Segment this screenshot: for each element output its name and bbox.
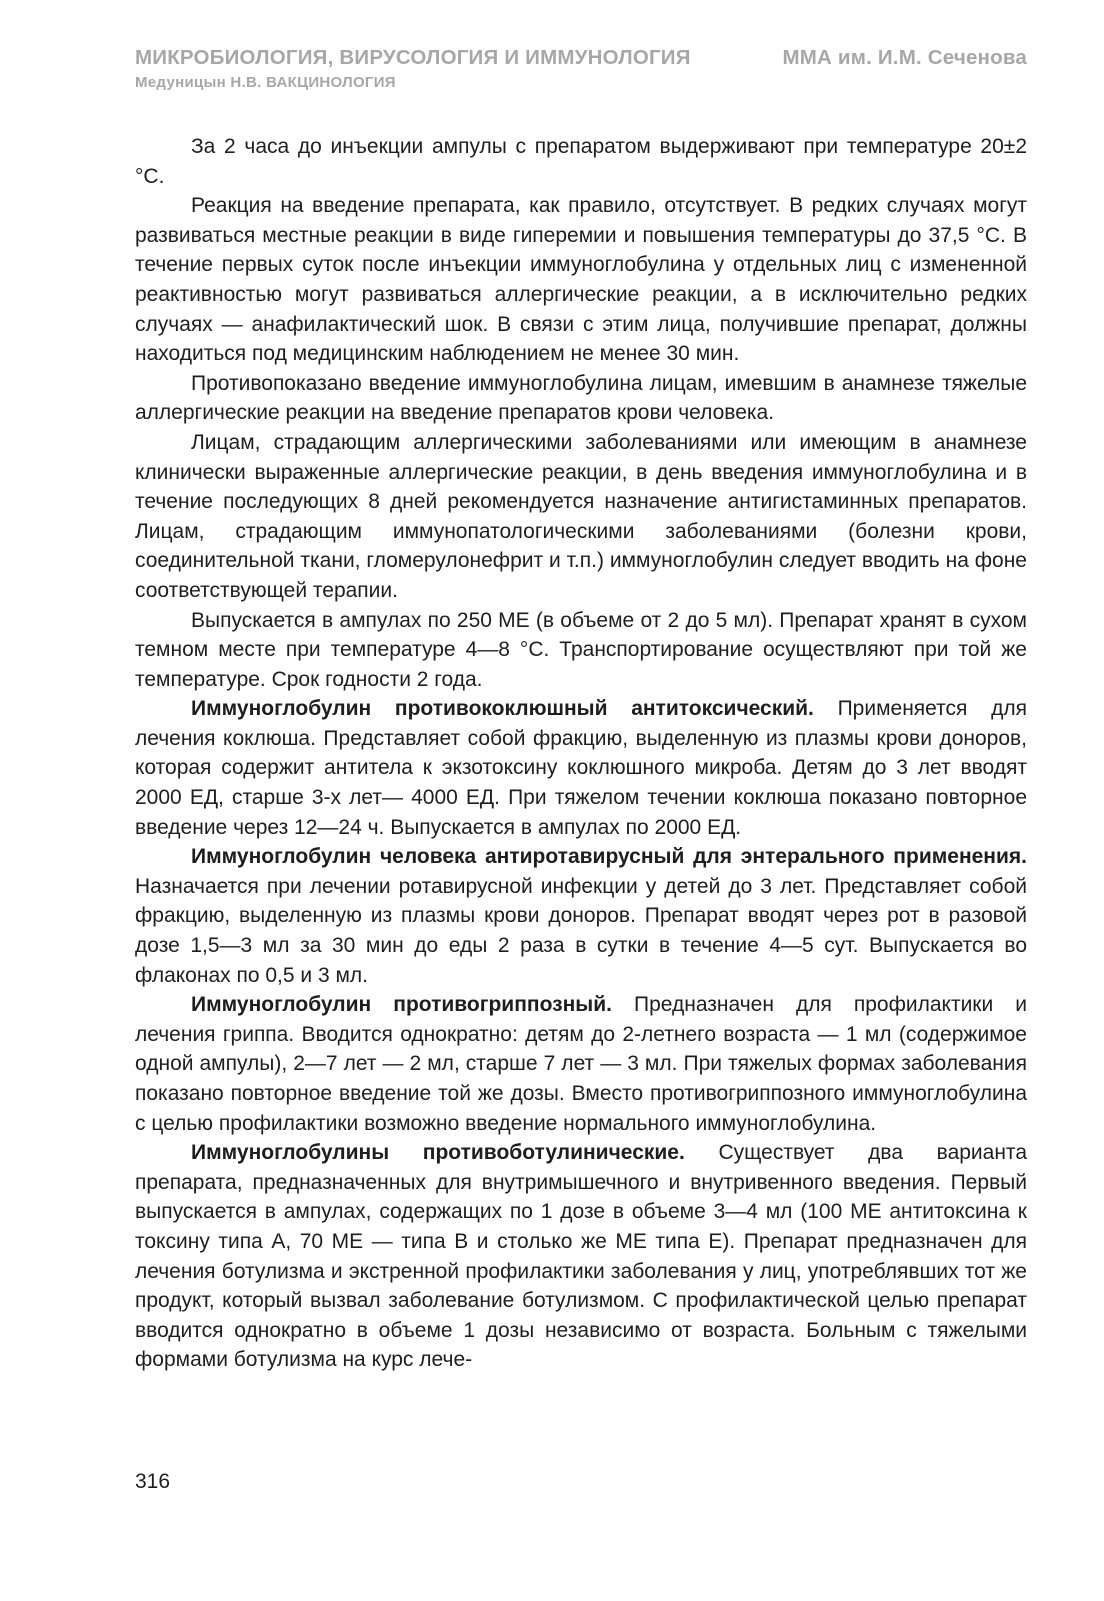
paragraph-lead: Иммуноглобулин противогриппозный. xyxy=(191,993,612,1017)
paragraph xyxy=(135,132,1027,191)
paragraph-text: Реакция на введение препарата, как правило, отсутствует. В редких случаях могут развиваться местные реакции в виде гиперемии и повышения температуры до 37,5 °С. В течение первых суток после инъекции иммуноглобулина у отдельных лиц с измененной реактивностью могут развиваться аллергические реакции, а в исключительно редких случаях — анафилактический шок. В связи с этим лица, получившие препарат, должны находиться под медицинским наблюдением не менее 30 мин. xyxy=(135,194,1027,366)
paragraph xyxy=(135,842,1027,990)
paragraph xyxy=(135,990,1027,1138)
header-subject: МИКРОБИОЛОГИЯ, ВИРУСОЛОГИЯ И ИММУНОЛОГИЯ xyxy=(135,46,691,69)
paragraph-text: Назначается при лечении ротавирусной инфекции у детей до 3 лет. Представляет собой фракцию, выделенную из плазмы крови доноров. Препарат вводят через рот в разовой дозе 1,5—3 мл за 30 мин до еды 2 раза в сутки в течение 4—5 сут. Выпускается во флаконах по 0,5 и 3 мл. xyxy=(135,874,1027,987)
header-institution: ММА им. И.М. Сеченова xyxy=(782,46,1027,69)
paragraph-text: Выпускается в ампулах по 250 МЕ (в объеме от 2 до 5 мл). Препарат хранят в сухом темном месте при температуре 4—8 °С. Транспортирование осуществляют при той же температуре. Срок годности 2 года. xyxy=(135,608,1027,691)
paragraph-text: Предназначен для профилактики и лечения гриппа. Вводится однократно: детям до 2-летнего возраста — 1 мл (содержимое одной ампулы), 2—7 лет — 2 мл, старше 7 лет — 3 мл. При тяжелых формах заболевания показано повторное введение той же дозы. Вместо противогриппозного иммуноглобулина с целью профилактики возможно введение нормального иммуноглобулина. xyxy=(135,993,1027,1135)
paragraph xyxy=(135,428,1027,606)
page-body xyxy=(135,132,1027,1375)
paragraph xyxy=(135,606,1027,695)
header-top-row xyxy=(135,46,1027,70)
paragraph-text: Противопоказано введение иммуноглобулина лицам, имевшим в анамнезе тяжелые аллергические реакции на введение препаратов крови человека. xyxy=(135,371,1027,425)
header-book-title: Медуницын Н.В. ВАКЦИНОЛОГИЯ xyxy=(135,74,396,91)
page-number: 316 xyxy=(135,1470,171,1493)
paragraph-text: Существует два варианта препарата, предназначенных для внутримышечного и внутривенного введения. Первый выпускается в ампулах, содержащих по 1 дозе в объеме 3—4 мл (100 МЕ антитоксина к токсину типа А, 70 МЕ — типа В и столько же МЕ типа Е). Препарат предназначен для лечения ботулизма и экстренной профилактики заболевания у лиц, употреблявших тот же продукт, который вызвал заболевание ботулизмом. С профилактической целью препарат вводится однократно в объеме 1 дозы независимо от возраста. Больным с тяжелыми формами ботулизма на курс лече- xyxy=(135,1141,1027,1372)
paragraph xyxy=(135,191,1027,369)
paragraph xyxy=(135,369,1027,428)
paragraph-lead: Иммуноглобулин человека антиротавирусный для энтерального применения. xyxy=(191,845,1027,869)
paragraph-text: Лицам, страдающим аллергическими заболеваниями или имеющим в анамнезе клинически выраженные аллергические реакции, в день введения иммуноглобулина и в течение последующих 8 дней рекомендуется назначение антигистаминных препаратов. Лицам, страдающим иммунопатологическими заболеваниями (болезни крови, соединительной ткани, гломерулонефрит и т.п.) иммуноглобулин следует вводить на фоне соответствующей терапии. xyxy=(135,430,1027,602)
running-header xyxy=(135,46,1027,91)
paragraph-text: Применяется для лечения коклюша. Представляет собой фракцию, выделенную из плазмы крови доноров, которая содержит антитела к экзотоксину коклюшного микроба. Детям до 3 лет вводят 2000 ЕД, старше 3-х лет— 4000 ЕД. При тяжелом течении коклюша показано повторное введение через 12—24 ч. Выпускается в ампулах по 2000 ЕД. xyxy=(135,697,1027,839)
paragraph xyxy=(135,694,1027,842)
paragraph-text: За 2 часа до инъекции ампулы с препаратом выдерживают при температуре 20±2 °С. xyxy=(135,135,1027,188)
paragraph-lead: Иммуноглобулины противоботулинические. xyxy=(191,1141,685,1165)
paragraph xyxy=(135,1138,1027,1375)
paragraph-lead: Иммуноглобулин противококлюшный антитоксический. xyxy=(191,697,814,721)
